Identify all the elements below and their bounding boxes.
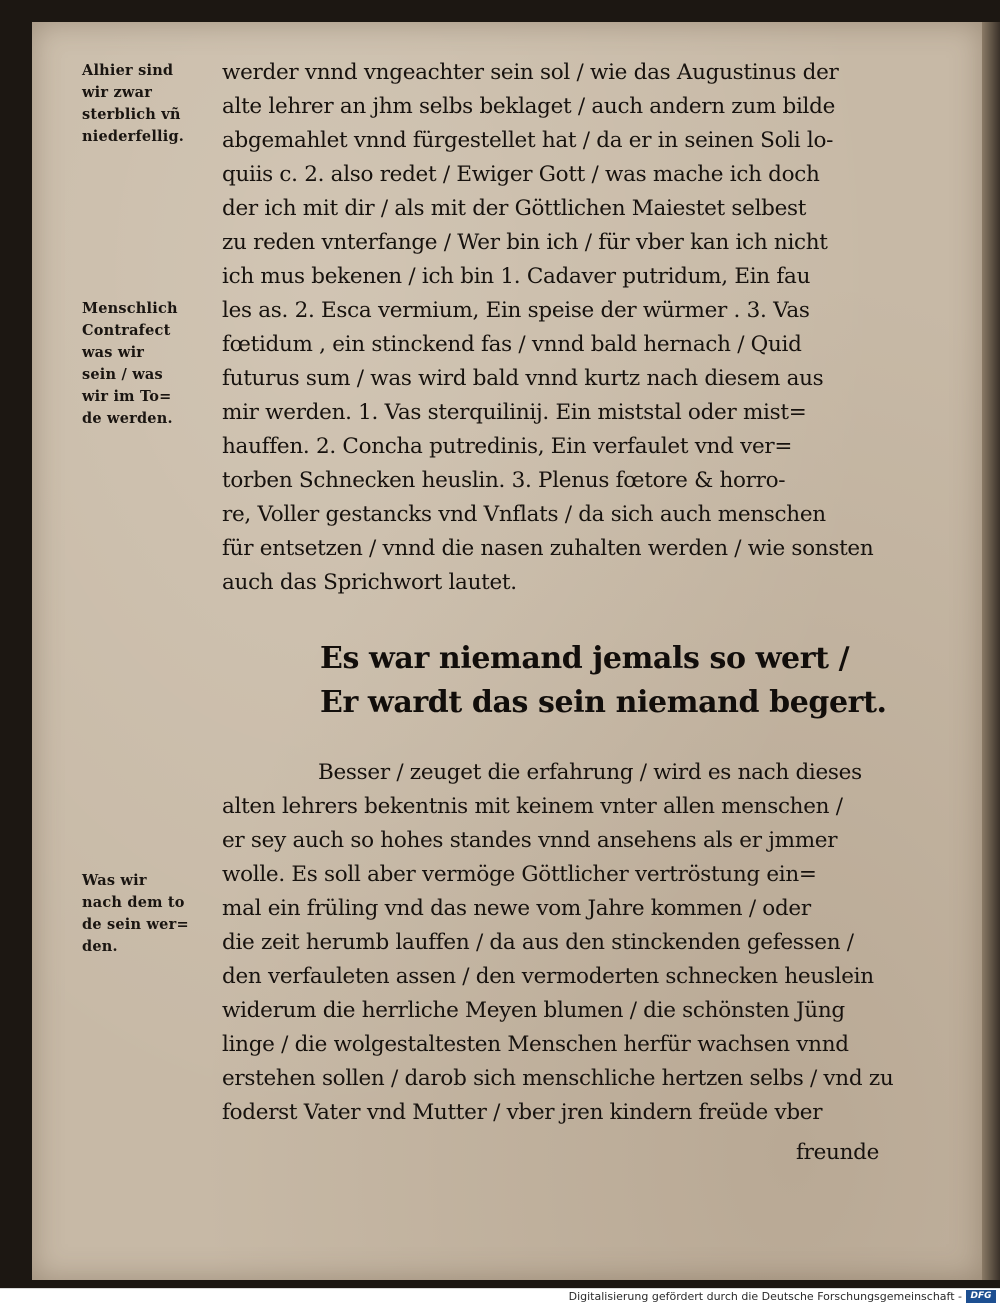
couplet-line: Es war niemand jemals so wert / bbox=[320, 641, 850, 676]
funding-notice: Digitalisierung gefördert durch die Deutsche Forschungsgemeinschaft - bbox=[568, 1290, 962, 1303]
body-line: alten lehrers bekentnis mit keinem vnter allen menschen / bbox=[222, 794, 843, 819]
body-line: alte lehrer an jhm selbs beklaget / auch andern zum bilde bbox=[222, 94, 835, 119]
body-line: quiis c. 2. also redet / Ewiger Gott / was mache ich doch bbox=[222, 162, 820, 187]
dfg-logo: DFG bbox=[966, 1290, 996, 1303]
body-line: torben Schnecken heuslin. 3. Plenus fœtore & horro- bbox=[222, 468, 786, 493]
body-line: erstehen sollen / darob sich menschliche hertzen selbs / vnd zu bbox=[222, 1066, 894, 1091]
body-line: werder vnnd vngeachter sein sol / wie das Augustinus der bbox=[222, 60, 839, 85]
body-line: linge / die wolgestaltesten Menschen herfür wachsen vnnd bbox=[222, 1032, 849, 1057]
body-line: les as. 2. Esca vermium, Ein speise der würmer . 3. Vas bbox=[222, 298, 810, 323]
body-line: auch das Sprichwort lautet. bbox=[222, 570, 517, 595]
body-line: futurus sum / was wird bald vnnd kurtz nach diesem aus bbox=[222, 366, 824, 391]
body-line: er sey auch so hohes standes vnnd ansehens als er jmmer bbox=[222, 828, 838, 853]
body-line: foderst Vater vnd Mutter / vber jren kindern freüde vber bbox=[222, 1100, 823, 1125]
body-line: widerum die herrliche Meyen blumen / die schönsten Jüng bbox=[222, 998, 845, 1023]
catchword: freunde bbox=[796, 1140, 880, 1165]
page-edge bbox=[982, 22, 1000, 1280]
body-line: ich mus bekenen / ich bin 1. Cadaver putridum, Ein fau bbox=[222, 264, 811, 289]
body-line: fœtidum , ein stinckend fas / vnnd bald hernach / Quid bbox=[222, 332, 802, 357]
margin-note-mortality: Alhier sind wir zwar sterblich vñ niederfellig. bbox=[82, 62, 185, 145]
body-line: für entsetzen / vnnd die nasen zuhalten werden / wie sonsten bbox=[222, 536, 874, 561]
body-line: abgemahlet vnnd fürgestellet hat / da er in seinen Soli lo- bbox=[222, 128, 834, 153]
body-line: der ich mit dir / als mit der Göttlichen Maiestet selbest bbox=[222, 196, 807, 221]
body-line: mir werden. 1. Vas sterquilinij. Ein miststal oder mist= bbox=[222, 400, 807, 425]
body-line: wolle. Es soll aber vermöge Göttlicher vertröstung ein= bbox=[222, 862, 817, 887]
body-line: den verfauleten assen / den vermoderten schnecken heuslein bbox=[222, 964, 874, 989]
body-line: Besser / zeuget die erfahrung / wird es nach dieses bbox=[318, 760, 862, 785]
body-line: die zeit herumb lauffen / da aus den stinckenden gefessen / bbox=[222, 930, 854, 955]
body-line: re, Voller gestancks vnd Vnflats / da sich auch menschen bbox=[222, 502, 826, 527]
couplet-line: Er wardt das sein niemand begert. bbox=[320, 685, 887, 720]
body-line: zu reden vnterfange / Wer bin ich / für vber kan ich nicht bbox=[222, 230, 828, 255]
margin-note-after-death: Was wir nach dem to de sein wer= den. bbox=[82, 872, 189, 955]
body-line: hauffen. 2. Concha putredinis, Ein verfaulet vnd ver= bbox=[222, 434, 793, 459]
margin-note-human-image: Menschlich Contrafect was wir sein / was wir im To= de werden. bbox=[82, 300, 178, 427]
body-line: mal ein früling vnd das newe vom Jahre kommen / oder bbox=[222, 896, 811, 921]
